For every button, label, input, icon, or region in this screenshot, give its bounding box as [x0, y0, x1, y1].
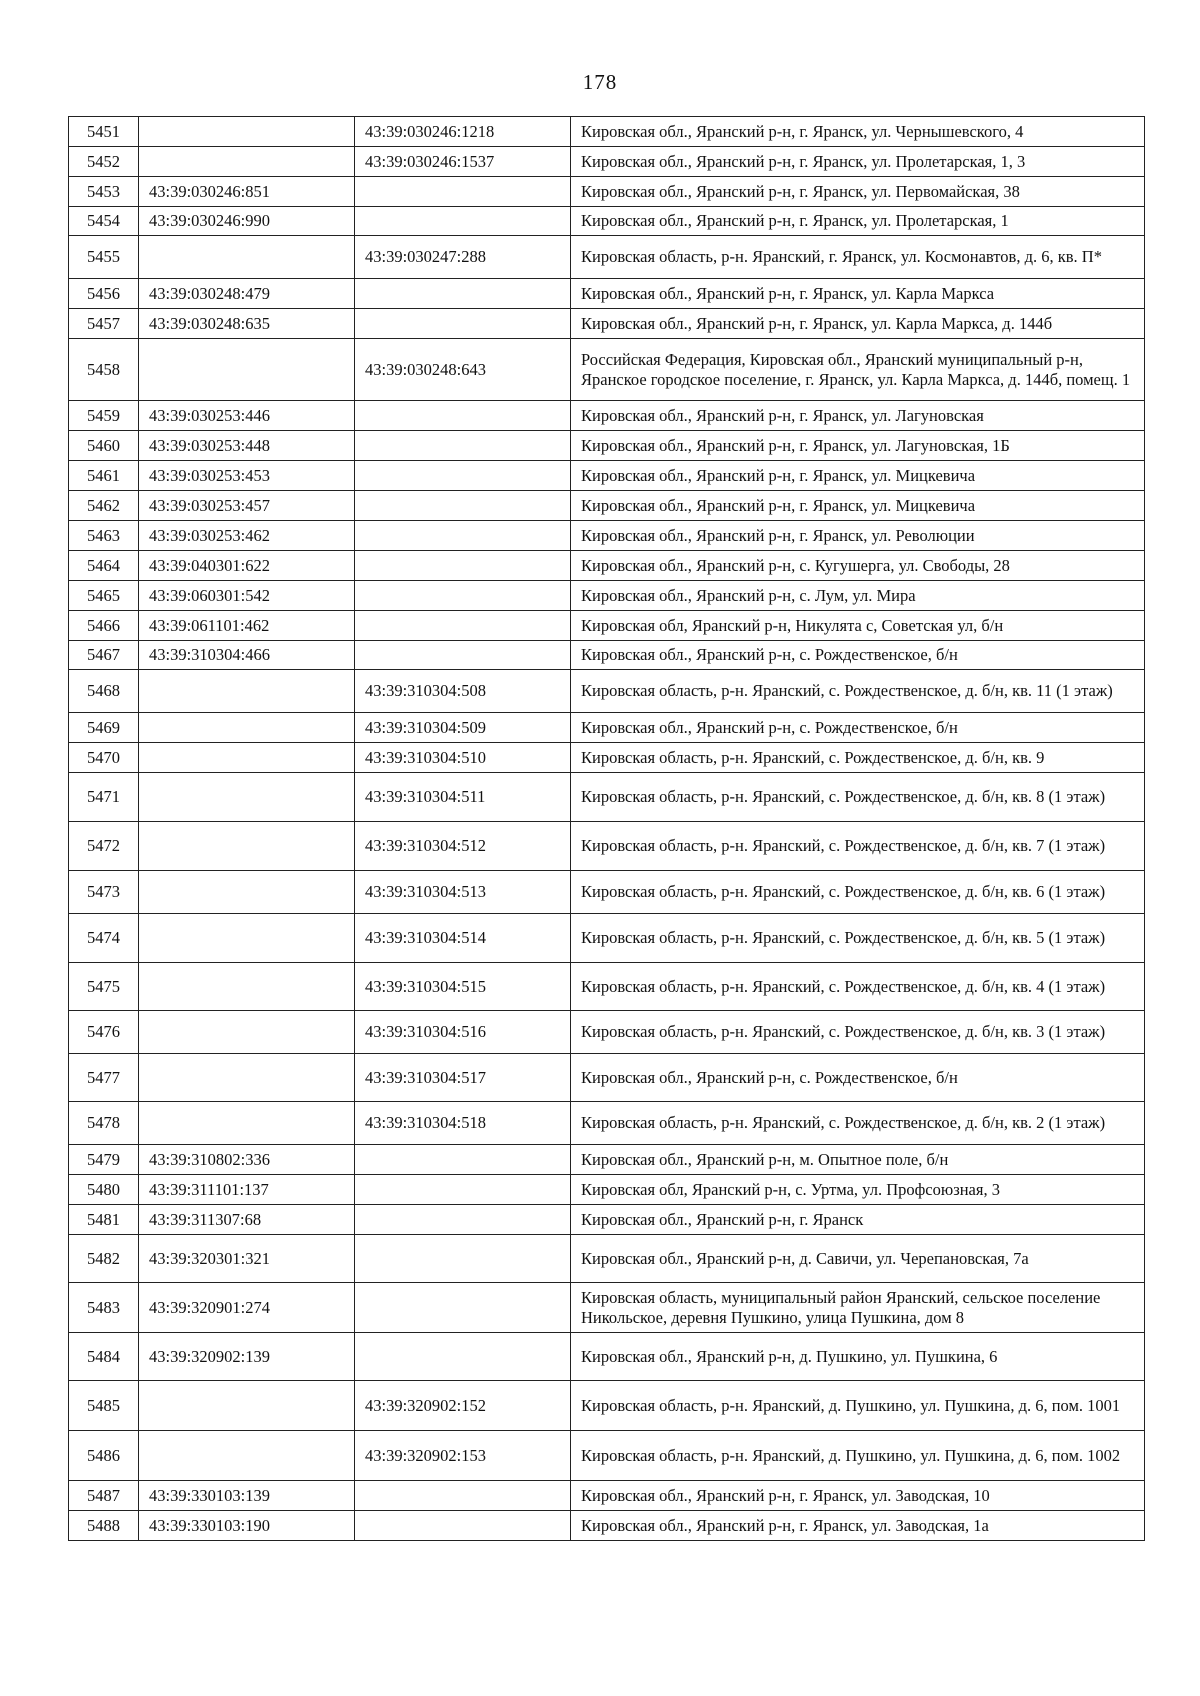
land-cadastral-number: 43:39:040301:622 — [139, 551, 355, 581]
land-cadastral-number: 43:39:030246:990 — [139, 207, 355, 236]
address: Кировская область, р-н. Яранский, г. Яранск, ул. Космонавтов, д. 6, кв. П* — [571, 236, 1145, 279]
address: Кировская область, муниципальный район Яранский, сельское поселение Никольское, деревня Пушкино, улица Пушкина, дом 8 — [571, 1283, 1145, 1333]
table-row — [69, 461, 1145, 491]
land-cadastral-number: 43:39:030253:448 — [139, 431, 355, 461]
table-row — [69, 339, 1145, 401]
table-row — [69, 581, 1145, 611]
land-cadastral-number — [139, 963, 355, 1011]
object-cadastral-number — [355, 279, 571, 309]
address: Кировская обл., Яранский р-н, д. Пушкино, ул. Пушкина, 6 — [571, 1333, 1145, 1381]
table-row — [69, 236, 1145, 279]
land-cadastral-number: 43:39:030246:851 — [139, 177, 355, 207]
address: Кировская обл., Яранский р-н, г. Яранск, ул. Мицкевича — [571, 461, 1145, 491]
address: Кировская обл., Яранский р-н, с. Лум, ул. Мира — [571, 581, 1145, 611]
table-row — [69, 670, 1145, 713]
row-number: 5454 — [69, 207, 139, 236]
land-cadastral-number: 43:39:061101:462 — [139, 611, 355, 641]
row-number: 5464 — [69, 551, 139, 581]
object-cadastral-number: 43:39:310304:514 — [355, 914, 571, 963]
table-row — [69, 1011, 1145, 1054]
object-cadastral-number — [355, 1481, 571, 1511]
row-number: 5483 — [69, 1283, 139, 1333]
address: Кировская область, р-н. Яранский, д. Пушкино, ул. Пушкина, д. 6, пом. 1001 — [571, 1381, 1145, 1431]
row-number: 5469 — [69, 713, 139, 743]
address: Кировская обл., Яранский р-н, с. Кугушерга, ул. Свободы, 28 — [571, 551, 1145, 581]
land-cadastral-number: 43:39:330103:190 — [139, 1511, 355, 1541]
land-cadastral-number — [139, 914, 355, 963]
land-cadastral-number: 43:39:030253:462 — [139, 521, 355, 551]
object-cadastral-number — [355, 521, 571, 551]
object-cadastral-number — [355, 491, 571, 521]
table-row — [69, 1333, 1145, 1381]
land-cadastral-number — [139, 117, 355, 147]
row-number: 5451 — [69, 117, 139, 147]
row-number: 5465 — [69, 581, 139, 611]
row-number: 5473 — [69, 871, 139, 914]
row-number: 5471 — [69, 773, 139, 822]
table-row — [69, 1431, 1145, 1481]
row-number: 5461 — [69, 461, 139, 491]
address: Кировская обл., Яранский р-н, г. Яранск, ул. Заводская, 1а — [571, 1511, 1145, 1541]
table-row — [69, 641, 1145, 670]
land-cadastral-number — [139, 1381, 355, 1431]
address: Кировская область, р-н. Яранский, с. Рождественское, д. б/н, кв. 7 (1 этаж) — [571, 822, 1145, 871]
land-cadastral-number — [139, 339, 355, 401]
address: Российская Федерация, Кировская обл., Яранский муниципальный р-н, Яранское городское поселение, г. Яранск, ул. Карла Маркса, д. 144б, помещ. 1 — [571, 339, 1145, 401]
table-row — [69, 1145, 1145, 1175]
table-row — [69, 1102, 1145, 1145]
land-cadastral-number — [139, 871, 355, 914]
page-number: 178 — [582, 70, 618, 94]
object-cadastral-number: 43:39:310304:511 — [355, 773, 571, 822]
table-row — [69, 207, 1145, 236]
object-cadastral-number — [355, 641, 571, 670]
land-cadastral-number — [139, 1054, 355, 1102]
row-number: 5474 — [69, 914, 139, 963]
row-number: 5487 — [69, 1481, 139, 1511]
row-number: 5480 — [69, 1175, 139, 1205]
row-number: 5479 — [69, 1145, 139, 1175]
row-number: 5467 — [69, 641, 139, 670]
address: Кировская область, р-н. Яранский, с. Рождественское, д. б/н, кв. 8 (1 этаж) — [571, 773, 1145, 822]
table-row — [69, 773, 1145, 822]
table-row — [69, 431, 1145, 461]
land-cadastral-number: 43:39:320301:321 — [139, 1235, 355, 1283]
registry-table — [68, 116, 1145, 1541]
land-cadastral-number — [139, 743, 355, 773]
address: Кировская обл., Яранский р-н, с. Рождественское, б/н — [571, 641, 1145, 670]
object-cadastral-number — [355, 551, 571, 581]
land-cadastral-number — [139, 147, 355, 177]
land-cadastral-number: 43:39:311307:68 — [139, 1205, 355, 1235]
object-cadastral-number — [355, 1175, 571, 1205]
table-row — [69, 963, 1145, 1011]
address: Кировская обл, Яранский р-н, Никулята с, Советская ул, б/н — [571, 611, 1145, 641]
object-cadastral-number: 43:39:310304:510 — [355, 743, 571, 773]
table-row — [69, 117, 1145, 147]
object-cadastral-number — [355, 1283, 571, 1333]
table-row — [69, 822, 1145, 871]
object-cadastral-number: 43:39:030248:643 — [355, 339, 571, 401]
table-row — [69, 713, 1145, 743]
object-cadastral-number — [355, 581, 571, 611]
address: Кировская обл., Яранский р-н, г. Яранск — [571, 1205, 1145, 1235]
table-row — [69, 177, 1145, 207]
land-cadastral-number — [139, 1431, 355, 1481]
address: Кировская обл., Яранский р-н, г. Яранск, ул. Карла Маркса, д. 144б — [571, 309, 1145, 339]
land-cadastral-number: 43:39:320901:274 — [139, 1283, 355, 1333]
row-number: 5482 — [69, 1235, 139, 1283]
object-cadastral-number — [355, 309, 571, 339]
land-cadastral-number: 43:39:310802:336 — [139, 1145, 355, 1175]
row-number: 5468 — [69, 670, 139, 713]
object-cadastral-number: 43:39:310304:509 — [355, 713, 571, 743]
object-cadastral-number — [355, 401, 571, 431]
table-row — [69, 743, 1145, 773]
land-cadastral-number — [139, 670, 355, 713]
object-cadastral-number — [355, 177, 571, 207]
row-number: 5462 — [69, 491, 139, 521]
object-cadastral-number — [355, 1235, 571, 1283]
address: Кировская область, р-н. Яранский, с. Рождественское, д. б/н, кв. 2 (1 этаж) — [571, 1102, 1145, 1145]
row-number: 5472 — [69, 822, 139, 871]
row-number: 5456 — [69, 279, 139, 309]
table-row — [69, 1283, 1145, 1333]
table-row — [69, 551, 1145, 581]
table-row — [69, 1481, 1145, 1511]
address: Кировская обл., Яранский р-н, г. Яранск, ул. Революции — [571, 521, 1145, 551]
address: Кировская область, р-н. Яранский, с. Рождественское, д. б/н, кв. 6 (1 этаж) — [571, 871, 1145, 914]
land-cadastral-number: 43:39:060301:542 — [139, 581, 355, 611]
row-number: 5470 — [69, 743, 139, 773]
table-row — [69, 147, 1145, 177]
address: Кировская обл., Яранский р-н, г. Яранск, ул. Первомайская, 38 — [571, 177, 1145, 207]
object-cadastral-number: 43:39:030246:1537 — [355, 147, 571, 177]
object-cadastral-number — [355, 207, 571, 236]
address: Кировская область, р-н. Яранский, с. Рождественское, д. б/н, кв. 11 (1 этаж) — [571, 670, 1145, 713]
land-cadastral-number — [139, 773, 355, 822]
address: Кировская обл, Яранский р-н, с. Уртма, ул. Профсоюзная, 3 — [571, 1175, 1145, 1205]
row-number: 5452 — [69, 147, 139, 177]
land-cadastral-number — [139, 236, 355, 279]
land-cadastral-number: 43:39:330103:139 — [139, 1481, 355, 1511]
row-number: 5458 — [69, 339, 139, 401]
land-cadastral-number — [139, 1102, 355, 1145]
address: Кировская область, р-н. Яранский, д. Пушкино, ул. Пушкина, д. 6, пом. 1002 — [571, 1431, 1145, 1481]
table-row — [69, 1511, 1145, 1541]
row-number: 5457 — [69, 309, 139, 339]
row-number: 5455 — [69, 236, 139, 279]
table-row — [69, 491, 1145, 521]
table-row — [69, 309, 1145, 339]
address: Кировская область, р-н. Яранский, с. Рождественское, д. б/н, кв. 3 (1 этаж) — [571, 1011, 1145, 1054]
object-cadastral-number — [355, 1145, 571, 1175]
address: Кировская обл., Яранский р-н, г. Яранск, ул. Чернышевского, 4 — [571, 117, 1145, 147]
table-row — [69, 1205, 1145, 1235]
address: Кировская обл., Яранский р-н, с. Рождественское, б/н — [571, 713, 1145, 743]
land-cadastral-number: 43:39:320902:139 — [139, 1333, 355, 1381]
row-number: 5486 — [69, 1431, 139, 1481]
object-cadastral-number — [355, 1333, 571, 1381]
land-cadastral-number: 43:39:310304:466 — [139, 641, 355, 670]
row-number: 5466 — [69, 611, 139, 641]
land-cadastral-number — [139, 822, 355, 871]
object-cadastral-number: 43:39:030246:1218 — [355, 117, 571, 147]
land-cadastral-number — [139, 1011, 355, 1054]
table-row — [69, 521, 1145, 551]
object-cadastral-number: 43:39:310304:518 — [355, 1102, 571, 1145]
object-cadastral-number: 43:39:310304:513 — [355, 871, 571, 914]
address: Кировская обл., Яранский р-н, с. Рождественское, б/н — [571, 1054, 1145, 1102]
object-cadastral-number: 43:39:310304:512 — [355, 822, 571, 871]
registry-table-body — [69, 117, 1145, 1541]
row-number: 5481 — [69, 1205, 139, 1235]
row-number: 5463 — [69, 521, 139, 551]
table-row — [69, 1054, 1145, 1102]
table-row — [69, 1175, 1145, 1205]
row-number: 5459 — [69, 401, 139, 431]
object-cadastral-number: 43:39:310304:516 — [355, 1011, 571, 1054]
table-row — [69, 1381, 1145, 1431]
object-cadastral-number: 43:39:310304:515 — [355, 963, 571, 1011]
land-cadastral-number: 43:39:030248:479 — [139, 279, 355, 309]
row-number: 5453 — [69, 177, 139, 207]
object-cadastral-number — [355, 611, 571, 641]
object-cadastral-number — [355, 1511, 571, 1541]
object-cadastral-number: 43:39:310304:517 — [355, 1054, 571, 1102]
table-row — [69, 279, 1145, 309]
land-cadastral-number: 43:39:030248:635 — [139, 309, 355, 339]
address: Кировская обл., Яранский р-н, г. Яранск, ул. Карла Маркса — [571, 279, 1145, 309]
object-cadastral-number: 43:39:320902:153 — [355, 1431, 571, 1481]
address: Кировская обл., Яранский р-н, г. Яранск, ул. Лагуновская, 1Б — [571, 431, 1145, 461]
land-cadastral-number: 43:39:030253:457 — [139, 491, 355, 521]
row-number: 5488 — [69, 1511, 139, 1541]
land-cadastral-number — [139, 713, 355, 743]
land-cadastral-number: 43:39:311101:137 — [139, 1175, 355, 1205]
object-cadastral-number: 43:39:030247:288 — [355, 236, 571, 279]
row-number: 5485 — [69, 1381, 139, 1431]
object-cadastral-number — [355, 1205, 571, 1235]
table-row — [69, 871, 1145, 914]
address: Кировская обл., Яранский р-н, г. Яранск, ул. Лагуновская — [571, 401, 1145, 431]
address: Кировская обл., Яранский р-н, г. Яранск, ул. Пролетарская, 1 — [571, 207, 1145, 236]
address: Кировская обл., Яранский р-н, г. Яранск, ул. Мицкевича — [571, 491, 1145, 521]
table-row — [69, 611, 1145, 641]
object-cadastral-number: 43:39:320902:152 — [355, 1381, 571, 1431]
address: Кировская область, р-н. Яранский, с. Рождественское, д. б/н, кв. 5 (1 этаж) — [571, 914, 1145, 963]
address: Кировская область, р-н. Яранский, с. Рождественское, д. б/н, кв. 4 (1 этаж) — [571, 963, 1145, 1011]
object-cadastral-number — [355, 461, 571, 491]
row-number: 5484 — [69, 1333, 139, 1381]
row-number: 5477 — [69, 1054, 139, 1102]
row-number: 5460 — [69, 431, 139, 461]
table-row — [69, 1235, 1145, 1283]
row-number: 5478 — [69, 1102, 139, 1145]
address: Кировская область, р-н. Яранский, с. Рождественское, д. б/н, кв. 9 — [571, 743, 1145, 773]
address: Кировская обл., Яранский р-н, д. Савичи, ул. Черепановская, 7а — [571, 1235, 1145, 1283]
address: Кировская обл., Яранский р-н, г. Яранск, ул. Пролетарская, 1, 3 — [571, 147, 1145, 177]
land-cadastral-number: 43:39:030253:446 — [139, 401, 355, 431]
table-row — [69, 914, 1145, 963]
address: Кировская обл., Яранский р-н, м. Опытное поле, б/н — [571, 1145, 1145, 1175]
row-number: 5475 — [69, 963, 139, 1011]
object-cadastral-number — [355, 431, 571, 461]
table-row — [69, 401, 1145, 431]
object-cadastral-number: 43:39:310304:508 — [355, 670, 571, 713]
address: Кировская обл., Яранский р-н, г. Яранск, ул. Заводская, 10 — [571, 1481, 1145, 1511]
land-cadastral-number: 43:39:030253:453 — [139, 461, 355, 491]
row-number: 5476 — [69, 1011, 139, 1054]
